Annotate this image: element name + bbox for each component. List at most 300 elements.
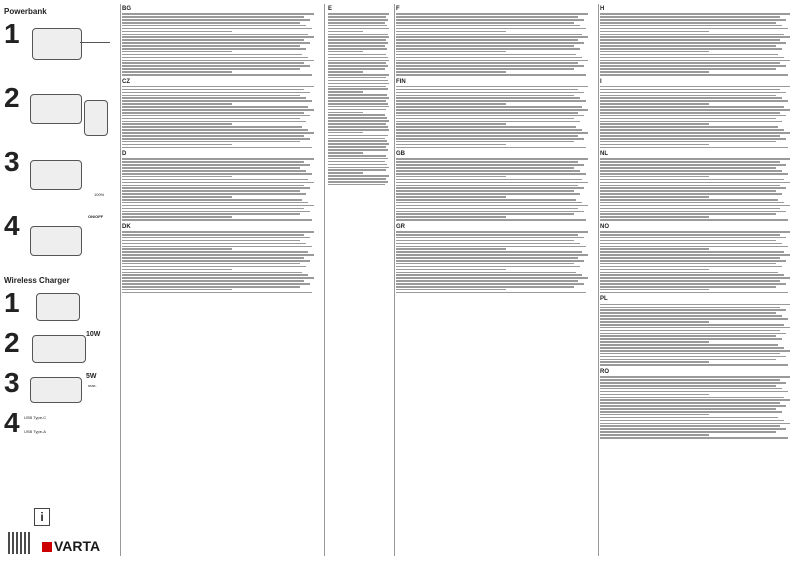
- text-line: [396, 170, 580, 172]
- powerbank-device: [30, 94, 82, 124]
- text-line: [396, 36, 588, 38]
- text-line: [600, 408, 776, 410]
- text-line: [396, 176, 506, 178]
- text-line: [396, 185, 578, 187]
- text-line: [600, 68, 776, 70]
- text-line: [122, 216, 232, 218]
- text-line: [396, 97, 580, 99]
- language-code: F: [396, 6, 400, 12]
- text-line: [600, 292, 788, 294]
- text-line: [396, 234, 578, 236]
- text-line: [600, 361, 709, 363]
- text-line: [600, 324, 784, 326]
- text-line: [396, 25, 580, 27]
- text-line: [122, 86, 314, 88]
- text-line: [328, 149, 388, 151]
- text-line: [600, 263, 776, 265]
- text-line: [122, 109, 314, 111]
- text-line: [328, 45, 385, 47]
- text-line: [122, 202, 308, 204]
- text-line: [600, 431, 776, 433]
- text-line: [396, 246, 586, 248]
- text-line: [600, 304, 790, 306]
- text-line: [122, 257, 304, 259]
- text-line: [328, 94, 387, 96]
- powerbank-illustration-2: [22, 84, 118, 144]
- text-line: [600, 277, 790, 279]
- text-line: [600, 144, 709, 146]
- text-line: [328, 25, 387, 27]
- text-line: [328, 155, 386, 157]
- text-line: [122, 187, 310, 189]
- qr-code-icon: [8, 532, 30, 554]
- text-line: [600, 243, 782, 245]
- text-line: [600, 132, 790, 134]
- text-line: [600, 86, 790, 88]
- text-line: [396, 147, 586, 149]
- language-code: DK: [122, 223, 131, 230]
- text-line: [600, 280, 780, 282]
- powerbank-illustration-4: [22, 212, 118, 272]
- text-line: [396, 266, 580, 268]
- text-line: [396, 68, 574, 70]
- text-line: [328, 181, 388, 183]
- text-line: [122, 266, 306, 268]
- text-line: [396, 292, 586, 294]
- text-line: [600, 199, 778, 201]
- text-line: [396, 31, 506, 33]
- text-line: [600, 382, 786, 384]
- text-line: [396, 57, 582, 59]
- language-code: RO: [600, 368, 609, 375]
- text-line: [600, 42, 786, 44]
- language-section: [600, 79, 798, 149]
- illustration-column: [4, 4, 118, 560]
- text-line: [600, 22, 776, 24]
- text-line: [328, 123, 386, 125]
- info-icon: i: [34, 508, 50, 526]
- text-line: [328, 167, 389, 169]
- powerbank-step-4: [4, 212, 118, 272]
- text-line: [396, 60, 588, 62]
- text-line: [328, 88, 388, 90]
- powerbank-device: [30, 226, 82, 256]
- text-line: [600, 385, 776, 387]
- text-line: [328, 100, 386, 102]
- brand-logo: [42, 538, 100, 554]
- language-section: [396, 79, 596, 149]
- text-line: [396, 54, 576, 56]
- text-line: [396, 283, 584, 285]
- text-line: [600, 428, 786, 430]
- text-line: [122, 246, 312, 248]
- text-line: [122, 62, 304, 64]
- text-line: [600, 112, 780, 114]
- text-line: [396, 16, 578, 18]
- text-line: [600, 402, 780, 404]
- charger-device: [30, 377, 82, 403]
- text-line: [122, 141, 300, 143]
- text-line: [396, 92, 584, 94]
- text-line: [328, 51, 363, 53]
- text-line: [122, 65, 310, 67]
- text-line: [600, 19, 786, 21]
- text-line: [122, 269, 232, 271]
- usbc-label: USB Type-C: [24, 415, 47, 420]
- text-line: [600, 39, 780, 41]
- text-line: [122, 190, 300, 192]
- text-line: [600, 158, 790, 160]
- text-line: [396, 48, 580, 50]
- text-line: [600, 100, 788, 102]
- language-section: [600, 224, 798, 294]
- text-line: [122, 103, 232, 105]
- language-section: [600, 6, 798, 76]
- text-line: [122, 13, 314, 15]
- text-line: [396, 39, 578, 41]
- text-line: [600, 251, 784, 253]
- text-line: [122, 71, 232, 73]
- text-line: [600, 103, 709, 105]
- text-line: [600, 272, 778, 274]
- text-line: [328, 80, 388, 82]
- language-code: GR: [396, 223, 405, 230]
- text-line: [122, 39, 304, 41]
- text-line: [396, 173, 586, 175]
- text-line: [122, 211, 310, 213]
- language-section: [122, 6, 322, 76]
- text-line: [600, 185, 780, 187]
- text-line: [396, 182, 588, 184]
- step-number: 2: [4, 82, 20, 113]
- step-number: 3: [4, 367, 20, 398]
- text-line: [122, 144, 232, 146]
- text-line: [396, 167, 574, 169]
- text-line: [122, 135, 304, 137]
- text-line: [600, 216, 709, 218]
- text-line: [328, 158, 388, 160]
- text-line: [600, 123, 709, 125]
- text-line: [328, 126, 388, 128]
- text-line: [600, 170, 782, 172]
- text-line: [122, 48, 306, 50]
- text-line: [396, 257, 578, 259]
- text-line: [396, 132, 588, 134]
- text-line: [600, 425, 780, 427]
- text-line: [122, 92, 310, 94]
- text-line: [328, 16, 386, 18]
- text-line: [328, 19, 388, 21]
- text-line: [122, 208, 304, 210]
- wireless-illustration-1: [22, 289, 118, 325]
- text-line: [396, 100, 586, 102]
- text-line: [600, 129, 784, 131]
- text-line: [396, 141, 574, 143]
- text-line: [396, 187, 584, 189]
- text-line: [600, 36, 790, 38]
- text-line: [328, 114, 385, 116]
- language-code: H: [600, 6, 605, 12]
- powerbank-illustration-3: [22, 148, 118, 208]
- step-number: 4: [4, 407, 20, 438]
- text-line: [328, 172, 363, 174]
- five-watt-label: 5W: [86, 373, 97, 380]
- text-line: [396, 112, 578, 114]
- text-line: [600, 240, 776, 242]
- text-line: [328, 57, 388, 59]
- language-section: [600, 296, 798, 366]
- language-code: I: [600, 78, 602, 85]
- wireless-step-3: [4, 369, 118, 405]
- text-line: [600, 25, 782, 27]
- text-line: [600, 190, 776, 192]
- text-line: [600, 161, 780, 163]
- text-line: [600, 62, 780, 64]
- text-line: [600, 196, 709, 198]
- text-line: [600, 286, 776, 288]
- powerbank-heading: Powerbank: [4, 7, 47, 16]
- text-line: [328, 97, 389, 99]
- text-line: [328, 77, 386, 79]
- text-line: [600, 335, 776, 337]
- logo-mark-icon: [42, 542, 52, 552]
- text-line: [122, 280, 304, 282]
- language-section: [328, 6, 392, 185]
- text-line: [328, 31, 363, 33]
- language-section: [396, 6, 596, 76]
- text-line: [600, 164, 786, 166]
- text-line: [600, 327, 790, 329]
- text-line: [600, 411, 782, 413]
- text-line: [328, 34, 388, 36]
- text-line: [600, 147, 788, 149]
- text-line: [600, 333, 786, 335]
- text-line: [600, 118, 776, 120]
- text-line: [396, 272, 576, 274]
- powerbank-device: [32, 28, 82, 60]
- column-divider: [324, 4, 325, 556]
- text-line: [600, 254, 790, 256]
- text-line: [396, 28, 586, 30]
- text-line: [396, 106, 582, 108]
- text-line: [396, 216, 506, 218]
- text-line: [600, 341, 709, 343]
- text-line: [122, 263, 300, 265]
- text-line: [600, 437, 788, 439]
- wireless-step-4: [4, 409, 118, 445]
- text-line: [122, 36, 314, 38]
- text-line: [122, 147, 312, 149]
- text-line: [396, 199, 576, 201]
- text-line: [600, 31, 709, 33]
- text-line: [328, 129, 389, 131]
- text-line: [396, 19, 584, 21]
- text-line: [122, 173, 312, 175]
- text-line: [122, 237, 310, 239]
- text-line: [600, 318, 788, 320]
- text-line: [396, 240, 574, 242]
- text-line: [328, 62, 386, 64]
- text-line: [122, 179, 308, 181]
- ten-watt-label: 10W: [86, 331, 101, 338]
- phone-device: [84, 100, 108, 136]
- text-line: [396, 213, 574, 215]
- text-line: [122, 205, 314, 207]
- column-divider: [598, 4, 599, 556]
- text-line: [396, 13, 588, 15]
- text-line: [122, 123, 232, 125]
- text-line: [600, 173, 788, 175]
- text-line: [600, 353, 780, 355]
- text-line: [600, 54, 778, 56]
- wireless-heading: Wireless Charger: [4, 276, 70, 285]
- text-line: [122, 31, 232, 33]
- text-line: [328, 39, 386, 41]
- text-line: [328, 120, 389, 122]
- text-line: [396, 89, 578, 91]
- text-line: [328, 68, 385, 70]
- text-line: [122, 182, 314, 184]
- text-line: [328, 109, 386, 111]
- text-line: [600, 202, 784, 204]
- text-line: [122, 138, 310, 140]
- wireless-step-2: [4, 329, 118, 365]
- text-line: [328, 184, 385, 186]
- text-line: [600, 208, 780, 210]
- text-line: [122, 164, 310, 166]
- text-line: [122, 57, 308, 59]
- text-line: [122, 60, 314, 62]
- battery-percent: 100%: [94, 192, 105, 197]
- wireless-illustration-3: [22, 369, 118, 405]
- text-line: [396, 237, 584, 239]
- text-line: [122, 213, 300, 215]
- text-line: [600, 274, 784, 276]
- cable: [80, 42, 110, 43]
- text-line: [328, 106, 389, 108]
- text-line: [396, 219, 586, 221]
- text-line: [600, 338, 782, 340]
- text-line: [122, 240, 300, 242]
- text-line: [122, 25, 306, 27]
- text-line: [600, 71, 709, 73]
- text-line: [396, 109, 588, 111]
- text-line: [328, 60, 389, 62]
- text-line: [122, 170, 306, 172]
- text-line: [122, 243, 306, 245]
- text-line: [600, 126, 778, 128]
- text-line: [122, 292, 312, 294]
- text-line: [600, 219, 788, 221]
- text-column-a: [122, 4, 322, 560]
- text-column-b: [328, 4, 392, 560]
- step-number: 1: [4, 287, 20, 318]
- text-line: [328, 22, 385, 24]
- text-line: [328, 132, 363, 134]
- text-line: [328, 103, 388, 105]
- text-line: [328, 138, 385, 140]
- text-line: [328, 152, 363, 154]
- language-code: D: [122, 151, 127, 158]
- text-line: [600, 182, 790, 184]
- text-line: [328, 48, 387, 50]
- text-line: [600, 356, 786, 358]
- text-line: [122, 22, 300, 24]
- text-line: [600, 16, 780, 18]
- text-line: [328, 54, 386, 56]
- language-section: [396, 151, 596, 221]
- text-line: [122, 54, 302, 56]
- text-line: [600, 399, 790, 401]
- text-line: [396, 103, 506, 105]
- text-line: [396, 121, 580, 123]
- step-number: 1: [4, 18, 20, 49]
- text-line: [600, 193, 782, 195]
- text-line: [600, 364, 788, 366]
- text-line: [122, 132, 314, 134]
- text-line: [328, 71, 363, 73]
- text-line: [328, 83, 389, 85]
- powerbank-step-3: [4, 148, 118, 208]
- wireless-step-1: [4, 289, 118, 325]
- step-number: 4: [4, 210, 20, 241]
- text-line: [328, 161, 385, 163]
- text-line: [600, 269, 709, 271]
- text-line: [396, 65, 584, 67]
- column-divider: [120, 4, 121, 556]
- powerbank-device: [30, 160, 82, 190]
- text-line: [600, 135, 780, 137]
- text-line: [396, 22, 574, 24]
- text-line: [122, 167, 300, 169]
- text-line: [600, 65, 786, 67]
- text-line: [328, 74, 389, 76]
- text-line: [122, 196, 232, 198]
- text-line: [396, 34, 582, 36]
- text-line: [122, 112, 304, 114]
- text-line: [122, 34, 308, 36]
- text-line: [600, 347, 784, 349]
- text-line: [328, 117, 387, 119]
- text-line: [122, 121, 306, 123]
- text-line: [396, 248, 506, 250]
- text-line: [328, 86, 386, 88]
- text-line: [600, 213, 776, 215]
- text-line: [600, 51, 709, 53]
- text-line: [396, 115, 584, 117]
- text-line: [396, 135, 578, 137]
- language-code: NL: [600, 151, 608, 158]
- text-line: [328, 65, 388, 67]
- text-line: [328, 175, 389, 177]
- text-line: [122, 176, 232, 178]
- charger-device: [32, 335, 86, 363]
- text-line: [600, 260, 786, 262]
- text-line: [600, 179, 784, 181]
- text-line: [122, 16, 304, 18]
- text-line: [600, 266, 782, 268]
- text-line: [396, 71, 506, 73]
- text-line: [122, 89, 304, 91]
- language-code: GB: [396, 151, 405, 158]
- powerbank-illustration-1: [22, 20, 118, 80]
- text-line: [122, 115, 310, 117]
- text-line: [396, 45, 574, 47]
- text-line: [122, 97, 306, 99]
- text-line: [600, 405, 786, 407]
- text-line: [600, 187, 786, 189]
- text-line: [600, 307, 780, 309]
